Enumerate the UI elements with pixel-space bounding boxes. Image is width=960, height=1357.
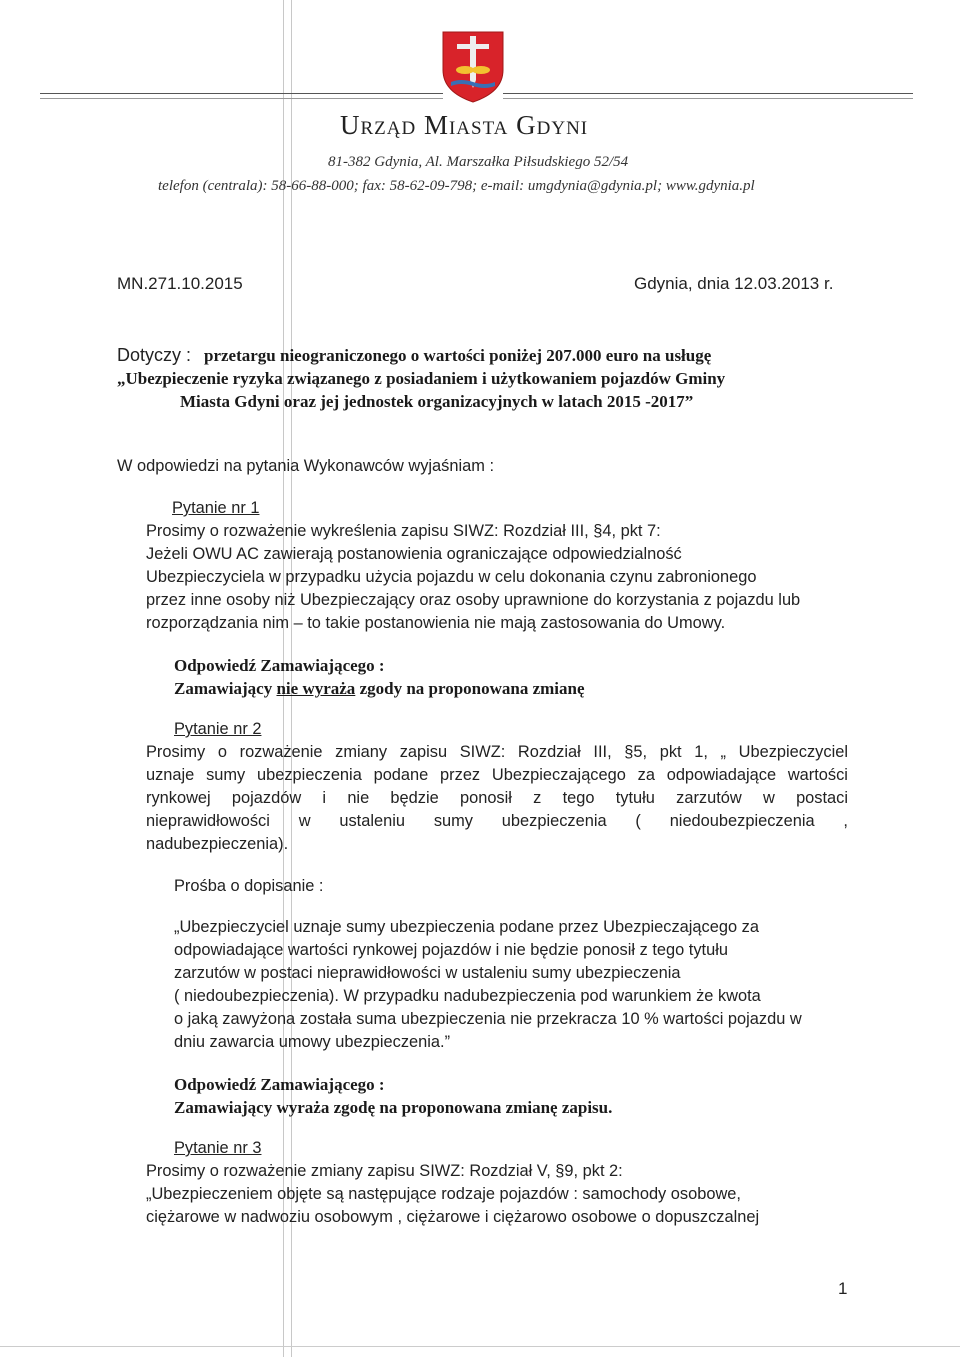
word: odpowiadające xyxy=(666,766,777,784)
word: ( xyxy=(635,812,641,830)
answer-emphasis: nie wyraża xyxy=(276,679,356,698)
request-line: dniu zawarcia umowy ubezpieczenia.” xyxy=(174,1033,451,1051)
word: , xyxy=(843,812,848,830)
word: „ xyxy=(720,743,727,761)
word: 1, xyxy=(694,743,708,761)
word: niedoubezpieczenia xyxy=(669,812,815,830)
word: w xyxy=(298,812,311,830)
word: rynkowej xyxy=(146,789,211,807)
word: podane xyxy=(373,766,429,784)
word: pojazdów xyxy=(231,789,302,807)
word: przez xyxy=(440,766,481,784)
answer-text-post: zgody na proponowana zmianę xyxy=(355,679,585,698)
question-line xyxy=(146,812,848,835)
header-rule xyxy=(40,98,443,99)
footer-rule xyxy=(0,1346,960,1347)
word: tego xyxy=(562,789,595,807)
word: za xyxy=(637,766,655,784)
word: pkt xyxy=(659,743,682,761)
question-line xyxy=(146,766,848,789)
word: ustaleniu xyxy=(339,812,405,830)
question-title: Pytanie nr 1 xyxy=(172,499,260,517)
word: będzie xyxy=(390,789,439,807)
word: tytułu xyxy=(615,789,655,807)
word: III, xyxy=(593,743,612,761)
header-rule xyxy=(503,98,913,99)
answer-text: Zamawiający wyraża zgodę na proponowana zmianę zapisu. xyxy=(174,1098,613,1117)
request-line: zarzutów w postaci nieprawidłowości w ustaleniu sumy ubezpieczenia xyxy=(174,964,681,982)
answer-title: Odpowiedź Zamawiającego : xyxy=(174,656,385,675)
gdynia-coat-of-arms-icon xyxy=(441,30,505,104)
word: zarzutów xyxy=(676,789,742,807)
question-line: Ubezpieczyciela w przypadku użycia pojazdu w celu dokonania czynu zabronionego xyxy=(146,568,757,586)
word: zmiany xyxy=(335,743,388,761)
question-line: nadubezpieczenia). xyxy=(146,835,289,853)
question-line: Prosimy o rozważenie zmiany zapisu SIWZ: Rozdział V, §9, pkt 2: xyxy=(146,1162,623,1180)
word: w xyxy=(762,789,775,807)
word: postaci xyxy=(796,789,848,807)
question-line xyxy=(146,743,848,766)
word: Ubezpieczyciel xyxy=(738,743,848,761)
document-date: Gdynia, dnia 12.03.2013 r. xyxy=(634,274,834,293)
word: z xyxy=(533,789,542,807)
word: rozważenie xyxy=(239,743,323,761)
subject-label: Dotyczy : xyxy=(117,345,192,365)
word: sumy xyxy=(206,766,246,784)
request-line: ( niedoubezpieczenia). W przypadku nadubezpieczenia pod warunkiem że kwota xyxy=(174,987,761,1005)
subject-line: „Ubezpieczenie ryzyka związanego z posiadaniem i użytkowaniem pojazdów Gminy xyxy=(117,369,726,388)
word: SIWZ: xyxy=(459,743,506,761)
question-justified-block xyxy=(146,743,848,835)
word: §5, xyxy=(624,743,648,761)
question-line: Prosimy o rozważenie wykreślenia zapisu SIWZ: Rozdział III, §4, pkt 7: xyxy=(146,522,661,540)
page-number: 1 xyxy=(838,1279,848,1298)
question-line: „Ubezpieczeniem objęte są następujące rodzaje pojazdów : samochody osobowe, xyxy=(146,1185,741,1203)
reference-number: MN.271.10.2015 xyxy=(117,274,243,293)
request-line: „Ubezpieczyciel uznaje sumy ubezpieczenia podane przez Ubezpieczającego za xyxy=(174,918,759,936)
question-line: ciężarowe w nadwoziu osobowym , ciężarowe i ciężarowo osobowe o dopuszczalnej xyxy=(146,1208,760,1226)
word: uznaje xyxy=(146,766,195,784)
word: Prosimy xyxy=(146,743,206,761)
request-line: odpowiadające wartości rynkowej pojazdów i nie będzie ponosił z tego tytułu xyxy=(174,941,728,959)
word: zapisu xyxy=(399,743,448,761)
word: nie xyxy=(347,789,370,807)
word: ubezpieczenia xyxy=(501,812,607,830)
word: ubezpieczenia xyxy=(257,766,362,784)
question-line: przez inne osoby niż Ubezpieczający oraz osoby uprawnione do korzystania z pojazdu lub xyxy=(146,591,801,609)
question-line: Jeżeli OWU AC zawierają postanowienia ograniczające odpowiedzialność xyxy=(146,545,682,563)
question-title: Pytanie nr 2 xyxy=(174,720,262,738)
address-line: 81-382 Gdynia, Al. Marszałka Piłsudskiego 52/54 xyxy=(328,154,629,170)
header-rule xyxy=(40,93,443,94)
word: o xyxy=(217,743,227,761)
request-line: o jaką zawyżona została suma ubezpieczenia nie przekracza 10 % wartości pojazdu w xyxy=(174,1010,802,1028)
question-line xyxy=(146,789,848,812)
word: ponosił xyxy=(459,789,512,807)
contact-line: telefon (centrala): 58-66-88-000; fax: 58-62-09-798; e-mail: umgdynia@gdynia.pl; www.gdynia.pl xyxy=(158,178,755,194)
answer-text-pre: Zamawiający xyxy=(174,679,277,698)
intro-text: W odpowiedzi na pytania Wykonawców wyjaśniam : xyxy=(117,457,495,475)
subject-line: przetargu nieograniczonego o wartości poniżej 207.000 euro na usługę xyxy=(204,346,712,365)
word: Ubezpieczającego xyxy=(491,766,626,784)
word: sumy xyxy=(433,812,473,830)
question-title: Pytanie nr 3 xyxy=(174,1139,262,1157)
word: i xyxy=(322,789,327,807)
word: wartości xyxy=(787,766,848,784)
subject-line: Miasta Gdyni oraz jej jednostek organizacyjnych w latach 2015 -2017” xyxy=(180,392,694,411)
question-line: rozporządzania nim – to takie postanowienia nie mają zastosowania do Umowy. xyxy=(146,614,726,632)
request-title: Prośba o dopisanie : xyxy=(174,877,324,895)
answer-text xyxy=(174,679,585,699)
word: Rozdział xyxy=(517,743,581,761)
answer-title: Odpowiedź Zamawiającego : xyxy=(174,1075,385,1094)
word: nieprawidłowości xyxy=(146,812,270,830)
organization-name: Urząd Miasta Gdyni xyxy=(340,110,589,140)
header-rule xyxy=(503,93,913,94)
